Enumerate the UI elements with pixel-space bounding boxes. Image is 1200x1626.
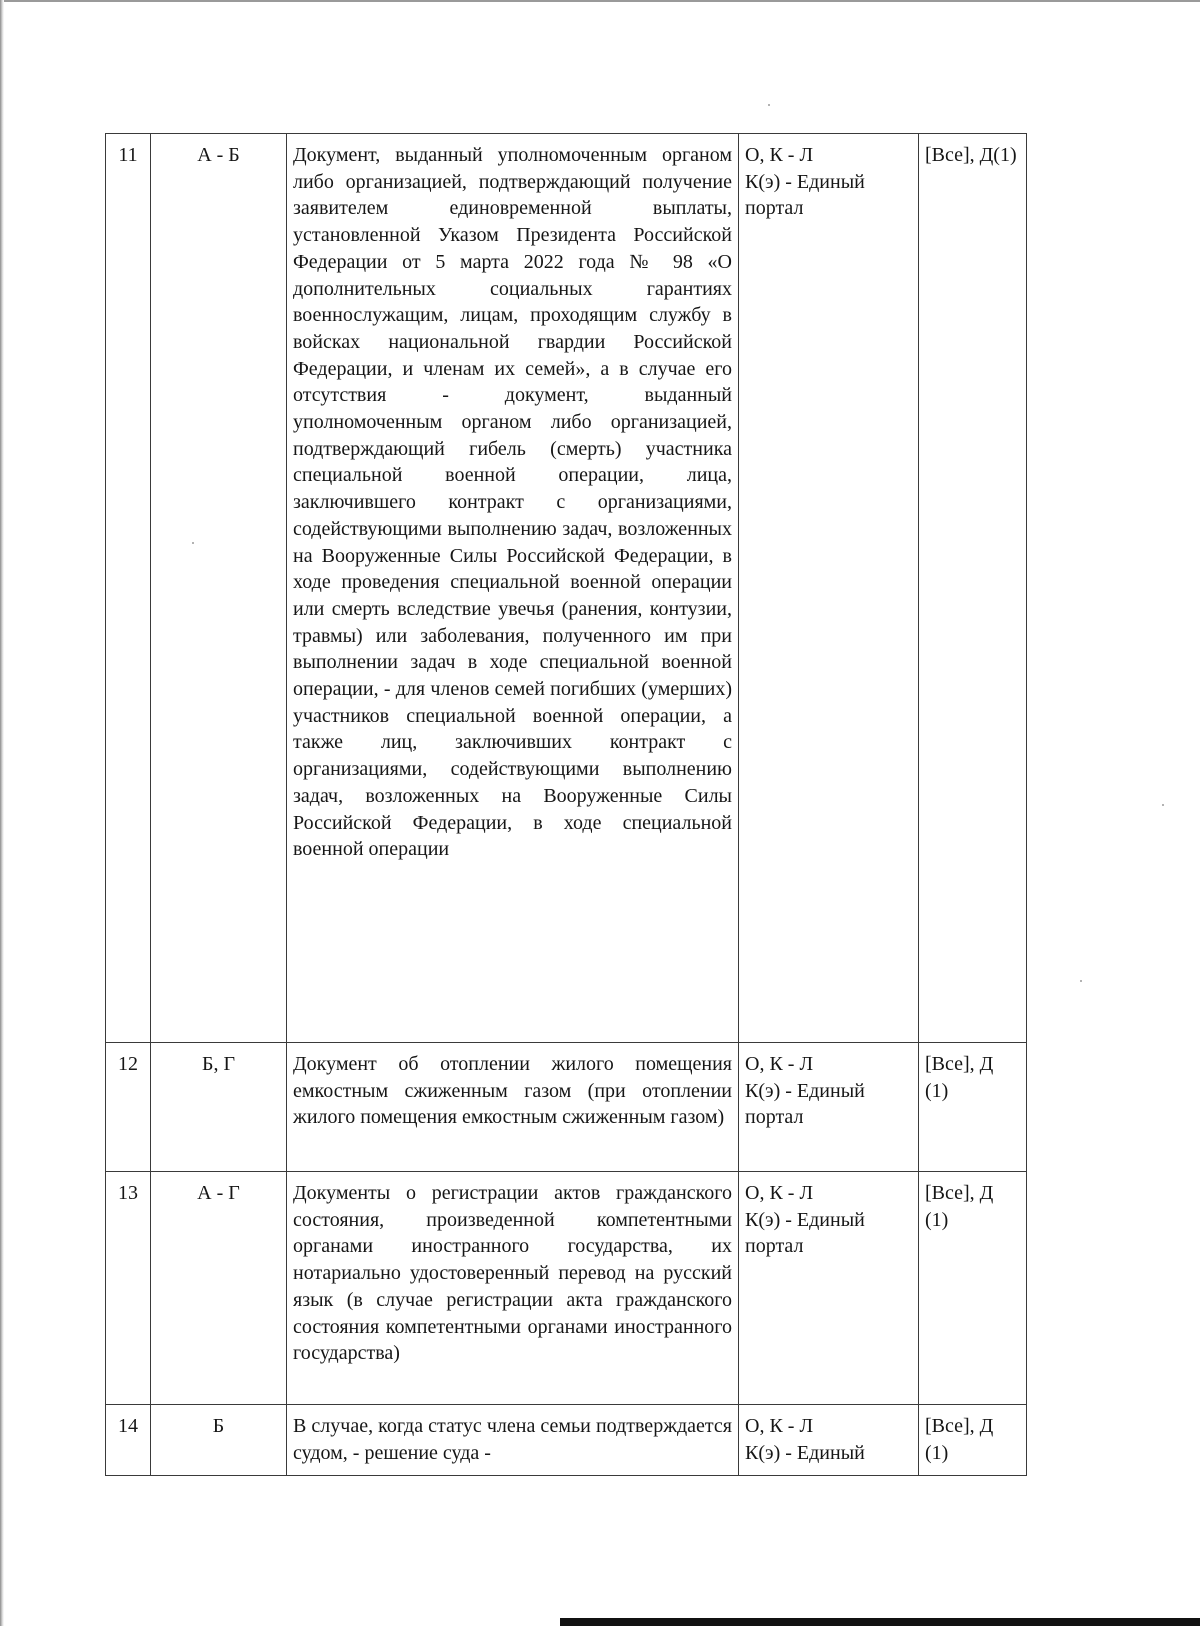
scan-edge-left	[0, 0, 4, 1626]
row-categories: Б, Г	[151, 1043, 287, 1172]
table-row	[106, 1405, 1027, 1476]
scan-speck	[768, 104, 770, 106]
row-submission-form	[739, 134, 919, 1043]
scan-speck	[1162, 804, 1164, 806]
row-flags: [Все], Д (1)	[919, 1043, 1027, 1172]
row-number: 11	[106, 134, 151, 1043]
table-row	[106, 1172, 1027, 1405]
submission-form-line: К(э) - Единый портал	[745, 170, 865, 220]
row-description: Документ, выданный уполномоченным органом либо организацией, подтверждающий получение заявителем единовременной выплаты, установленной Указом Президента Российской Федерации от 5 марта 2022 года № 98 «О дополнительных социальных гарантиях военнослужащим, лицам, проходящим службу в войсках национальной гвардии Российской Федерации, и членам их семей», а в случае его отсутствия - документ, выданный уполномоченным органом либо организацией, подтверждающий гибель (смерть) участника специальной военной операции, лица, заключившего контракт с организациями, содействующими выполнению задач, возложенных на Вооруженные Силы Российской Федерации, в ходе проведения специальной военной операции или смерть вследствие увечья (ранения, контузии, травмы) или заболевания, полученного им при выполнении задач в ходе специальной военной операции, - для членов семей погибших (умерших) участников специальной военной операции, а также лиц, заключивших контракт с организациями, содействующими выполнению задач, возложенных на Вооруженные Силы Российской Федерации, в ходе специальной военной операции	[287, 134, 739, 1043]
submission-form-line: О, К - Л	[745, 144, 814, 166]
row-flags: [Все], Д (1)	[919, 1172, 1027, 1405]
submission-form-line: О, К - Л	[745, 1182, 814, 1204]
submission-form-line: К(э) - Единый портал	[745, 1079, 865, 1129]
row-flags: [Все], Д (1)	[919, 1405, 1027, 1476]
row-number: 14	[106, 1405, 151, 1476]
table-row	[106, 1043, 1027, 1172]
submission-form-line: О, К - Л	[745, 1053, 814, 1075]
row-number: 13	[106, 1172, 151, 1405]
scan-edge-top	[0, 0, 1200, 2]
submission-form-line: О, К - Л	[745, 1415, 814, 1437]
row-number: 12	[106, 1043, 151, 1172]
documents-table	[105, 133, 1027, 1476]
row-categories: А - Б	[151, 134, 287, 1043]
submission-form-line: К(э) - Единый портал	[745, 1208, 865, 1258]
row-description: Документ об отоплении жилого помещения емкостным сжиженным газом (при отоплении жилого помещения емкостным сжиженным газом)	[287, 1043, 739, 1172]
submission-form-line: К(э) - Единый	[745, 1441, 865, 1464]
table-row	[106, 134, 1027, 1043]
row-categories: Б	[151, 1405, 287, 1476]
row-submission-form	[739, 1405, 919, 1476]
row-submission-form	[739, 1043, 919, 1172]
row-submission-form	[739, 1172, 919, 1405]
row-flags: [Все], Д(1)	[919, 134, 1027, 1043]
row-description: В случае, когда статус члена семьи подтверждается судом, - решение суда -	[287, 1405, 739, 1476]
row-categories: А - Г	[151, 1172, 287, 1405]
row-description: Документы о регистрации актов гражданского состояния, произведенной компетентными органами иностранного государства, их нотариально удостоверенный перевод на русский язык (в случае регистрации акта гражданского состояния компетентными органами иностранного государства)	[287, 1172, 739, 1405]
scan-speck	[1080, 980, 1082, 982]
scan-edge-bottom	[560, 1618, 1200, 1626]
